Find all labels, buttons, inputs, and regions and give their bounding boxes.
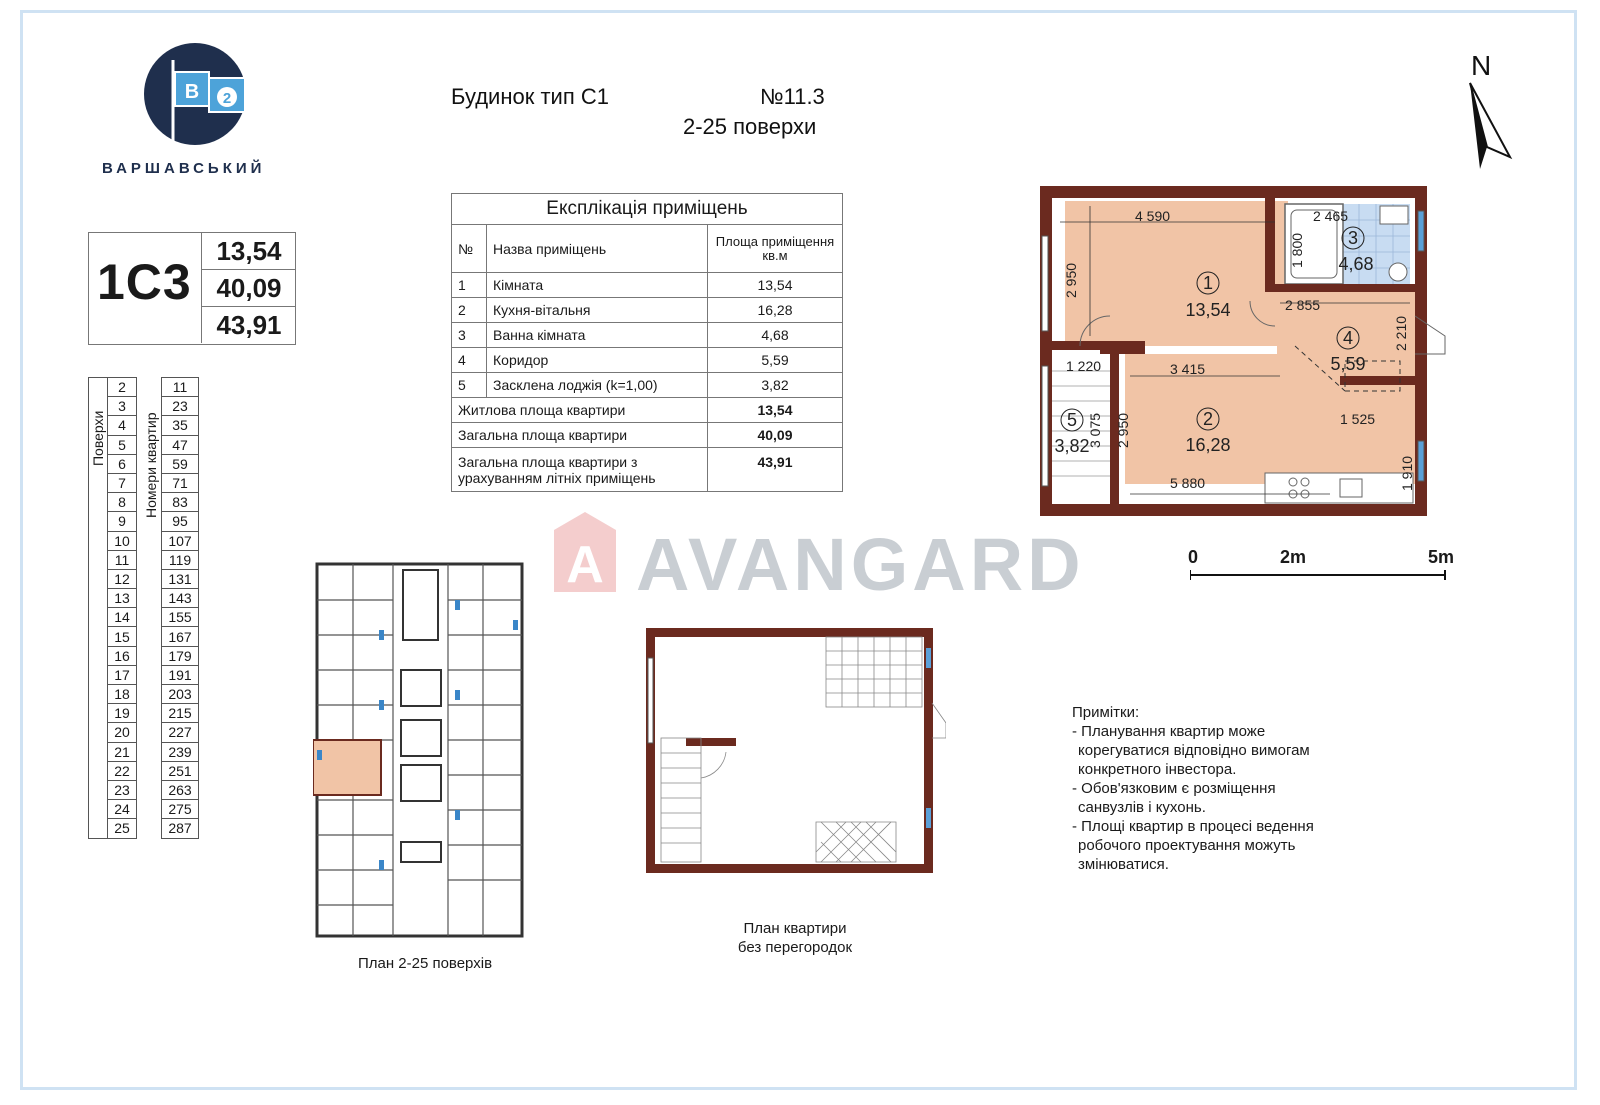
row-area: 4,68 bbox=[708, 323, 843, 348]
numbers-label-spacer bbox=[137, 608, 162, 627]
dim-1800: 1 800 bbox=[1289, 232, 1305, 268]
numbers-label-spacer bbox=[137, 589, 162, 608]
numbers-label-spacer bbox=[137, 819, 162, 838]
floor-number: 16 bbox=[108, 646, 137, 665]
floor-number: 10 bbox=[108, 531, 137, 550]
scale-0: 0 bbox=[1188, 547, 1199, 567]
numbers-label-spacer bbox=[137, 665, 162, 684]
note-line: конкретного інвестора. bbox=[1078, 761, 1237, 778]
floor-row bbox=[89, 761, 199, 780]
floor-label-spacer bbox=[89, 378, 108, 397]
floor-number: 11 bbox=[108, 550, 137, 569]
note-line: - Планування квартир може bbox=[1072, 723, 1266, 740]
floor-row bbox=[89, 685, 199, 704]
floor-number: 2 bbox=[108, 378, 137, 397]
numbers-label-spacer bbox=[137, 742, 162, 761]
numbers-label-spacer bbox=[137, 435, 162, 454]
floors-label: Поверхи bbox=[90, 410, 106, 466]
floor-label-spacer bbox=[89, 397, 108, 416]
floor-row bbox=[89, 800, 199, 819]
living-area-row bbox=[452, 398, 843, 423]
numbers-label-spacer bbox=[137, 493, 162, 512]
floor-number: 13 bbox=[108, 589, 137, 608]
row-name: Кімната bbox=[487, 273, 708, 298]
floor-number: 15 bbox=[108, 627, 137, 646]
floor-label-spacer bbox=[89, 512, 108, 531]
open-plan-caption-1: План квартири bbox=[743, 920, 847, 937]
apartment-number: 143 bbox=[162, 589, 199, 608]
row-area: 13,54 bbox=[708, 273, 843, 298]
scale-5m: 5m bbox=[1428, 547, 1455, 567]
apartment-number: 167 bbox=[162, 627, 199, 646]
building-type: Будинок тип С1 bbox=[451, 84, 609, 109]
floor-row bbox=[89, 473, 199, 492]
floor-number: 14 bbox=[108, 608, 137, 627]
floor-number: 12 bbox=[108, 569, 137, 588]
explication-table bbox=[451, 193, 843, 492]
note-line: робочого проектування можуть bbox=[1078, 837, 1296, 854]
numbers-label-spacer bbox=[137, 454, 162, 473]
floor-label-spacer bbox=[89, 819, 108, 838]
notes-title: Примітки: bbox=[1072, 704, 1140, 721]
room-4-area: 5,59 bbox=[1330, 354, 1366, 374]
dim-2855: 2 855 bbox=[1285, 297, 1321, 313]
floor-row bbox=[89, 627, 199, 646]
apartment-number: 107 bbox=[162, 531, 199, 550]
numbers-label-spacer bbox=[137, 473, 162, 492]
floor-row bbox=[89, 493, 199, 512]
floor-number: 22 bbox=[108, 761, 137, 780]
row-no: 1 bbox=[452, 273, 487, 298]
watermark-logo bbox=[552, 510, 618, 594]
summer-area-row bbox=[452, 448, 843, 492]
floor-apartment-table bbox=[88, 377, 199, 839]
apartment-type: 1С3 bbox=[97, 254, 192, 310]
apartment-number: 215 bbox=[162, 704, 199, 723]
highlighted-apartment bbox=[313, 740, 381, 795]
floor-row bbox=[89, 742, 199, 761]
floor-number: 24 bbox=[108, 800, 137, 819]
dim-2950b: 2 950 bbox=[1115, 412, 1131, 448]
dim-2950a: 2 950 bbox=[1063, 262, 1079, 298]
row-no: 2 bbox=[452, 298, 487, 323]
dim-2465: 2 465 bbox=[1313, 208, 1349, 224]
note-line: змінюватися. bbox=[1078, 856, 1169, 873]
note-line: корегуватися відповідно вимогам bbox=[1078, 742, 1310, 759]
table-row bbox=[452, 373, 843, 398]
floor-label-spacer bbox=[89, 589, 108, 608]
row-name: Коридор bbox=[487, 348, 708, 373]
room-4-no: 4 bbox=[1342, 328, 1354, 348]
floor-number: 25 bbox=[108, 819, 137, 838]
floor-label-spacer bbox=[89, 454, 108, 473]
note-line: - Площі квартир в процесі ведення bbox=[1072, 818, 1314, 835]
apartment-number: 83 bbox=[162, 493, 199, 512]
row-no: 4 bbox=[452, 348, 487, 373]
floor-plan-caption: План 2-25 поверхів bbox=[357, 955, 493, 972]
dim-1910: 1 910 bbox=[1399, 455, 1415, 491]
floor-row bbox=[89, 550, 199, 569]
apartment-number: 23 bbox=[162, 397, 199, 416]
room-5-no: 5 bbox=[1066, 410, 1078, 430]
notes bbox=[1072, 703, 1314, 874]
floor-row bbox=[89, 397, 199, 416]
col-area-header: Площа приміщення кв.м bbox=[708, 225, 843, 273]
explication-title: Експлікація приміщень bbox=[452, 194, 843, 225]
brand-logo bbox=[137, 42, 277, 152]
apartment-number: 227 bbox=[162, 723, 199, 742]
floor-label-spacer bbox=[89, 550, 108, 569]
apartment-plan bbox=[1040, 186, 1500, 536]
summer-area-value: 43,91 bbox=[708, 448, 843, 492]
north-label: N bbox=[1471, 50, 1492, 81]
room-1-no: 1 bbox=[1202, 273, 1214, 293]
dim-4590: 4 590 bbox=[1135, 208, 1171, 224]
floor-label-spacer bbox=[89, 435, 108, 454]
floor-number: 7 bbox=[108, 473, 137, 492]
room-3-area: 4,68 bbox=[1338, 254, 1374, 274]
apartment-numbers-label: Номери квартир bbox=[143, 412, 159, 518]
numbers-label-spacer bbox=[137, 627, 162, 646]
scale-bar bbox=[1190, 570, 1450, 580]
numbers-label-spacer bbox=[137, 512, 162, 531]
floor-label-spacer bbox=[89, 761, 108, 780]
room-2-no: 2 bbox=[1202, 409, 1214, 429]
floor-label-spacer bbox=[89, 627, 108, 646]
row-area: 5,59 bbox=[708, 348, 843, 373]
logo-number: 2 bbox=[222, 90, 232, 107]
row-no: 3 bbox=[452, 323, 487, 348]
floor-label-spacer bbox=[89, 416, 108, 435]
numbers-label-spacer bbox=[137, 704, 162, 723]
room-2-area: 16,28 bbox=[1185, 435, 1231, 455]
apartment-number: 11 bbox=[162, 378, 199, 397]
floor-row bbox=[89, 569, 199, 588]
area-living: 13,54 bbox=[201, 233, 296, 270]
floor-row bbox=[89, 646, 199, 665]
floor-row bbox=[89, 589, 199, 608]
apartment-number: 203 bbox=[162, 685, 199, 704]
floor-row bbox=[89, 416, 199, 435]
floor-row bbox=[89, 780, 199, 799]
floor-number: 21 bbox=[108, 742, 137, 761]
apartment-number: 95 bbox=[162, 512, 199, 531]
dim-5880: 5 880 bbox=[1170, 475, 1206, 491]
apartment-number: 179 bbox=[162, 646, 199, 665]
floor-number: 8 bbox=[108, 493, 137, 512]
numbers-label-spacer bbox=[137, 550, 162, 569]
numbers-label-spacer bbox=[137, 397, 162, 416]
building-floor-plan bbox=[313, 560, 528, 940]
row-no: 5 bbox=[452, 373, 487, 398]
numbers-label-spacer bbox=[137, 780, 162, 799]
col-no-header: № bbox=[452, 225, 487, 273]
note-line: - Обов'язковим є розміщення bbox=[1072, 780, 1276, 797]
numbers-label-spacer bbox=[137, 723, 162, 742]
brand-name: ВАРШАВСЬКИЙ bbox=[102, 160, 266, 177]
numbers-label-spacer bbox=[137, 646, 162, 665]
floor-label-spacer bbox=[89, 742, 108, 761]
floor-label-spacer bbox=[89, 569, 108, 588]
apartment-number: 251 bbox=[162, 761, 199, 780]
row-area: 3,82 bbox=[708, 373, 843, 398]
apartment-number: 59 bbox=[162, 454, 199, 473]
apartment-number: 131 bbox=[162, 569, 199, 588]
floor-label-spacer bbox=[89, 665, 108, 684]
section-number: №11.3 bbox=[760, 84, 825, 109]
apartment-number: 47 bbox=[162, 435, 199, 454]
dim-1220: 1 220 bbox=[1066, 358, 1102, 374]
floor-row bbox=[89, 608, 199, 627]
row-area: 16,28 bbox=[708, 298, 843, 323]
numbers-label-spacer bbox=[137, 378, 162, 397]
floor-range: 2-25 поверхи bbox=[683, 114, 817, 139]
numbers-label-spacer bbox=[137, 531, 162, 550]
floor-number: 9 bbox=[108, 512, 137, 531]
numbers-label-spacer bbox=[137, 685, 162, 704]
col-name-header: Назва приміщень bbox=[487, 225, 708, 273]
floor-number: 4 bbox=[108, 416, 137, 435]
floor-row bbox=[89, 512, 199, 531]
floor-number: 17 bbox=[108, 665, 137, 684]
row-name: Ванна кімната bbox=[487, 323, 708, 348]
area-with-summer: 43,91 bbox=[201, 307, 296, 343]
floor-row bbox=[89, 819, 199, 838]
floor-label-spacer bbox=[89, 723, 108, 742]
floor-label-spacer bbox=[89, 531, 108, 550]
dim-3075: 3 075 bbox=[1087, 412, 1103, 448]
row-name: Кухня-вітальня bbox=[487, 298, 708, 323]
dim-2210: 2 210 bbox=[1393, 315, 1409, 351]
open-plan bbox=[646, 628, 946, 873]
floor-number: 20 bbox=[108, 723, 137, 742]
total-area-row bbox=[452, 423, 843, 448]
numbers-label-spacer bbox=[137, 761, 162, 780]
floor-label-spacer bbox=[89, 646, 108, 665]
floor-label-spacer bbox=[89, 780, 108, 799]
floor-row bbox=[89, 378, 199, 397]
room-1-area: 13,54 bbox=[1185, 300, 1231, 320]
apartment-number: 71 bbox=[162, 473, 199, 492]
living-area-label: Житлова площа квартири bbox=[452, 398, 708, 423]
total-area-label: Загальна площа квартири bbox=[452, 423, 708, 448]
floor-label-spacer bbox=[89, 800, 108, 819]
scale-2m: 2m bbox=[1280, 547, 1307, 567]
summer-area-label: Загальна площа квартири з урахуванням літніх приміщень bbox=[452, 448, 708, 492]
apartment-number: 263 bbox=[162, 780, 199, 799]
logo-letter: B bbox=[184, 81, 200, 103]
room-5-area: 3,82 bbox=[1054, 436, 1090, 456]
floor-label-spacer bbox=[89, 473, 108, 492]
floor-number: 6 bbox=[108, 454, 137, 473]
numbers-label-spacer bbox=[137, 800, 162, 819]
floor-label-spacer bbox=[89, 685, 108, 704]
apartment-number: 155 bbox=[162, 608, 199, 627]
apartment-number: 239 bbox=[162, 742, 199, 761]
apartment-number: 119 bbox=[162, 550, 199, 569]
area-total: 40,09 bbox=[201, 270, 296, 307]
floor-row bbox=[89, 665, 199, 684]
floor-number: 23 bbox=[108, 780, 137, 799]
living-area-value: 13,54 bbox=[708, 398, 843, 423]
dim-3415: 3 415 bbox=[1170, 361, 1206, 377]
dim-1525: 1 525 bbox=[1340, 411, 1376, 427]
floor-label-spacer bbox=[89, 493, 108, 512]
numbers-label-spacer bbox=[137, 416, 162, 435]
floor-label-spacer bbox=[89, 608, 108, 627]
numbers-label-spacer bbox=[137, 569, 162, 588]
row-name: Засклена лоджія (k=1,00) bbox=[487, 373, 708, 398]
total-area-value: 40,09 bbox=[708, 423, 843, 448]
north-arrow-icon bbox=[1465, 45, 1525, 170]
apartment-number: 287 bbox=[162, 819, 199, 838]
apartment-number: 275 bbox=[162, 800, 199, 819]
room-1-fill bbox=[1065, 201, 1288, 346]
apartment-number: 35 bbox=[162, 416, 199, 435]
floor-row bbox=[89, 531, 199, 550]
floor-row bbox=[89, 704, 199, 723]
watermark-text: AVANGARD bbox=[636, 523, 1085, 606]
apartment-summary bbox=[88, 232, 296, 345]
floor-number: 19 bbox=[108, 704, 137, 723]
floor-row bbox=[89, 723, 199, 742]
floor-label-spacer bbox=[89, 704, 108, 723]
table-row bbox=[452, 273, 843, 298]
floor-number: 3 bbox=[108, 397, 137, 416]
floor-row bbox=[89, 435, 199, 454]
table-row bbox=[452, 348, 843, 373]
table-row bbox=[452, 298, 843, 323]
room-3-no: 3 bbox=[1347, 228, 1359, 248]
note-line: санвузлів і кухонь. bbox=[1078, 799, 1206, 816]
svg-text:A: A bbox=[566, 536, 604, 594]
apartment-number: 191 bbox=[162, 665, 199, 684]
floor-number: 5 bbox=[108, 435, 137, 454]
floor-number: 18 bbox=[108, 685, 137, 704]
floor-row bbox=[89, 454, 199, 473]
table-row bbox=[452, 323, 843, 348]
open-plan-caption-2: без перегородок bbox=[737, 939, 853, 956]
